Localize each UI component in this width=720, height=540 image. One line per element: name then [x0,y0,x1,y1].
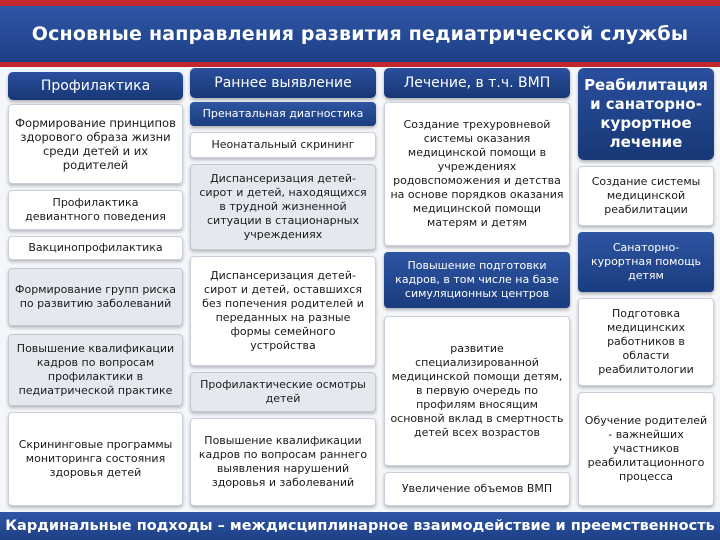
prevention-item-staff-training: Повышение квалификации кадров по вопросам профилактики в педиатрической практике [8,334,183,406]
treatment-item-specialized-care: развитие специализированной медицинской помощи детям, в первую очередь по профилям вносящим основной вклад в смертность детей всех возрастов [384,316,570,466]
rehab-item-sanatorium-care: Санаторно-курортная помощь детям [578,232,714,292]
prevention-item-deviant-behavior: Профилактика девиантного поведения [8,190,183,230]
prevention-item-screening-programs: Скрининговые программы мониторинга состояния здоровья детей [8,412,183,506]
early-item-staff-training: Повышение квалификации кадров по вопросам раннего выявления нарушений здоровья и заболеваний [190,418,376,506]
rehab-item-parent-education: Обучение родителей - важнейших участников реабилитационного процесса [578,392,714,506]
early-item-orphans-family-placement: Диспансеризация детей-сирот и детей, оставшихся без попечения родителей и переданных на разные формы семейного устройства [190,256,376,366]
prevention-item-vaccination: Вакцинопрофилактика [8,236,183,260]
treatment-item-simulation-training: Повышение подготовки кадров, в том числе на базе симуляционных центров [384,252,570,308]
column-header-prevention: Профилактика [8,72,183,100]
treatment-item-three-level-system: Создание трехуровневой системы оказания медицинской помощи в учреждениях родовспоможения и детства на основе порядков оказания медицинской помощи матерям и детям [384,102,570,246]
early-item-neonatal-screening: Неонатальный скрининг [190,132,376,158]
treatment-item-hmc-volume: Увеличение объемов ВМП [384,472,570,506]
red-divider-stripe [0,62,720,67]
rehab-item-rehabilitology-training: Подготовка медицинских работников в области реабилитологии [578,298,714,386]
prevention-item-risk-groups: Формирование групп риска по развитию заболеваний [8,268,183,326]
column-header-rehabilitation: Реабилитация и санаторно-курортное лечение [578,68,714,160]
early-item-orphans-institutions: Диспансеризация детей-сирот и детей, находящихся в трудной жизненной ситуации в стационарных учреждениях [190,164,376,250]
page-title: Основные направления развития педиатрической службы [0,6,720,62]
rehab-item-medical-rehabilitation: Создание системы медицинской реабилитации [578,166,714,226]
early-item-prenatal-diagnostics: Пренатальная диагностика [190,102,376,126]
footer-banner: Кардинальные подходы – междисциплинарное взаимодействие и преемственность [0,512,720,540]
column-header-treatment: Лечение, в т.ч. ВМП [384,68,570,98]
early-item-preventive-exams: Профилактические осмотры детей [190,372,376,412]
column-header-early-detection: Раннее выявление [190,68,376,98]
prevention-item-healthy-lifestyle: Формирование принципов здорового образа жизни среди детей и их родителей [8,104,183,184]
